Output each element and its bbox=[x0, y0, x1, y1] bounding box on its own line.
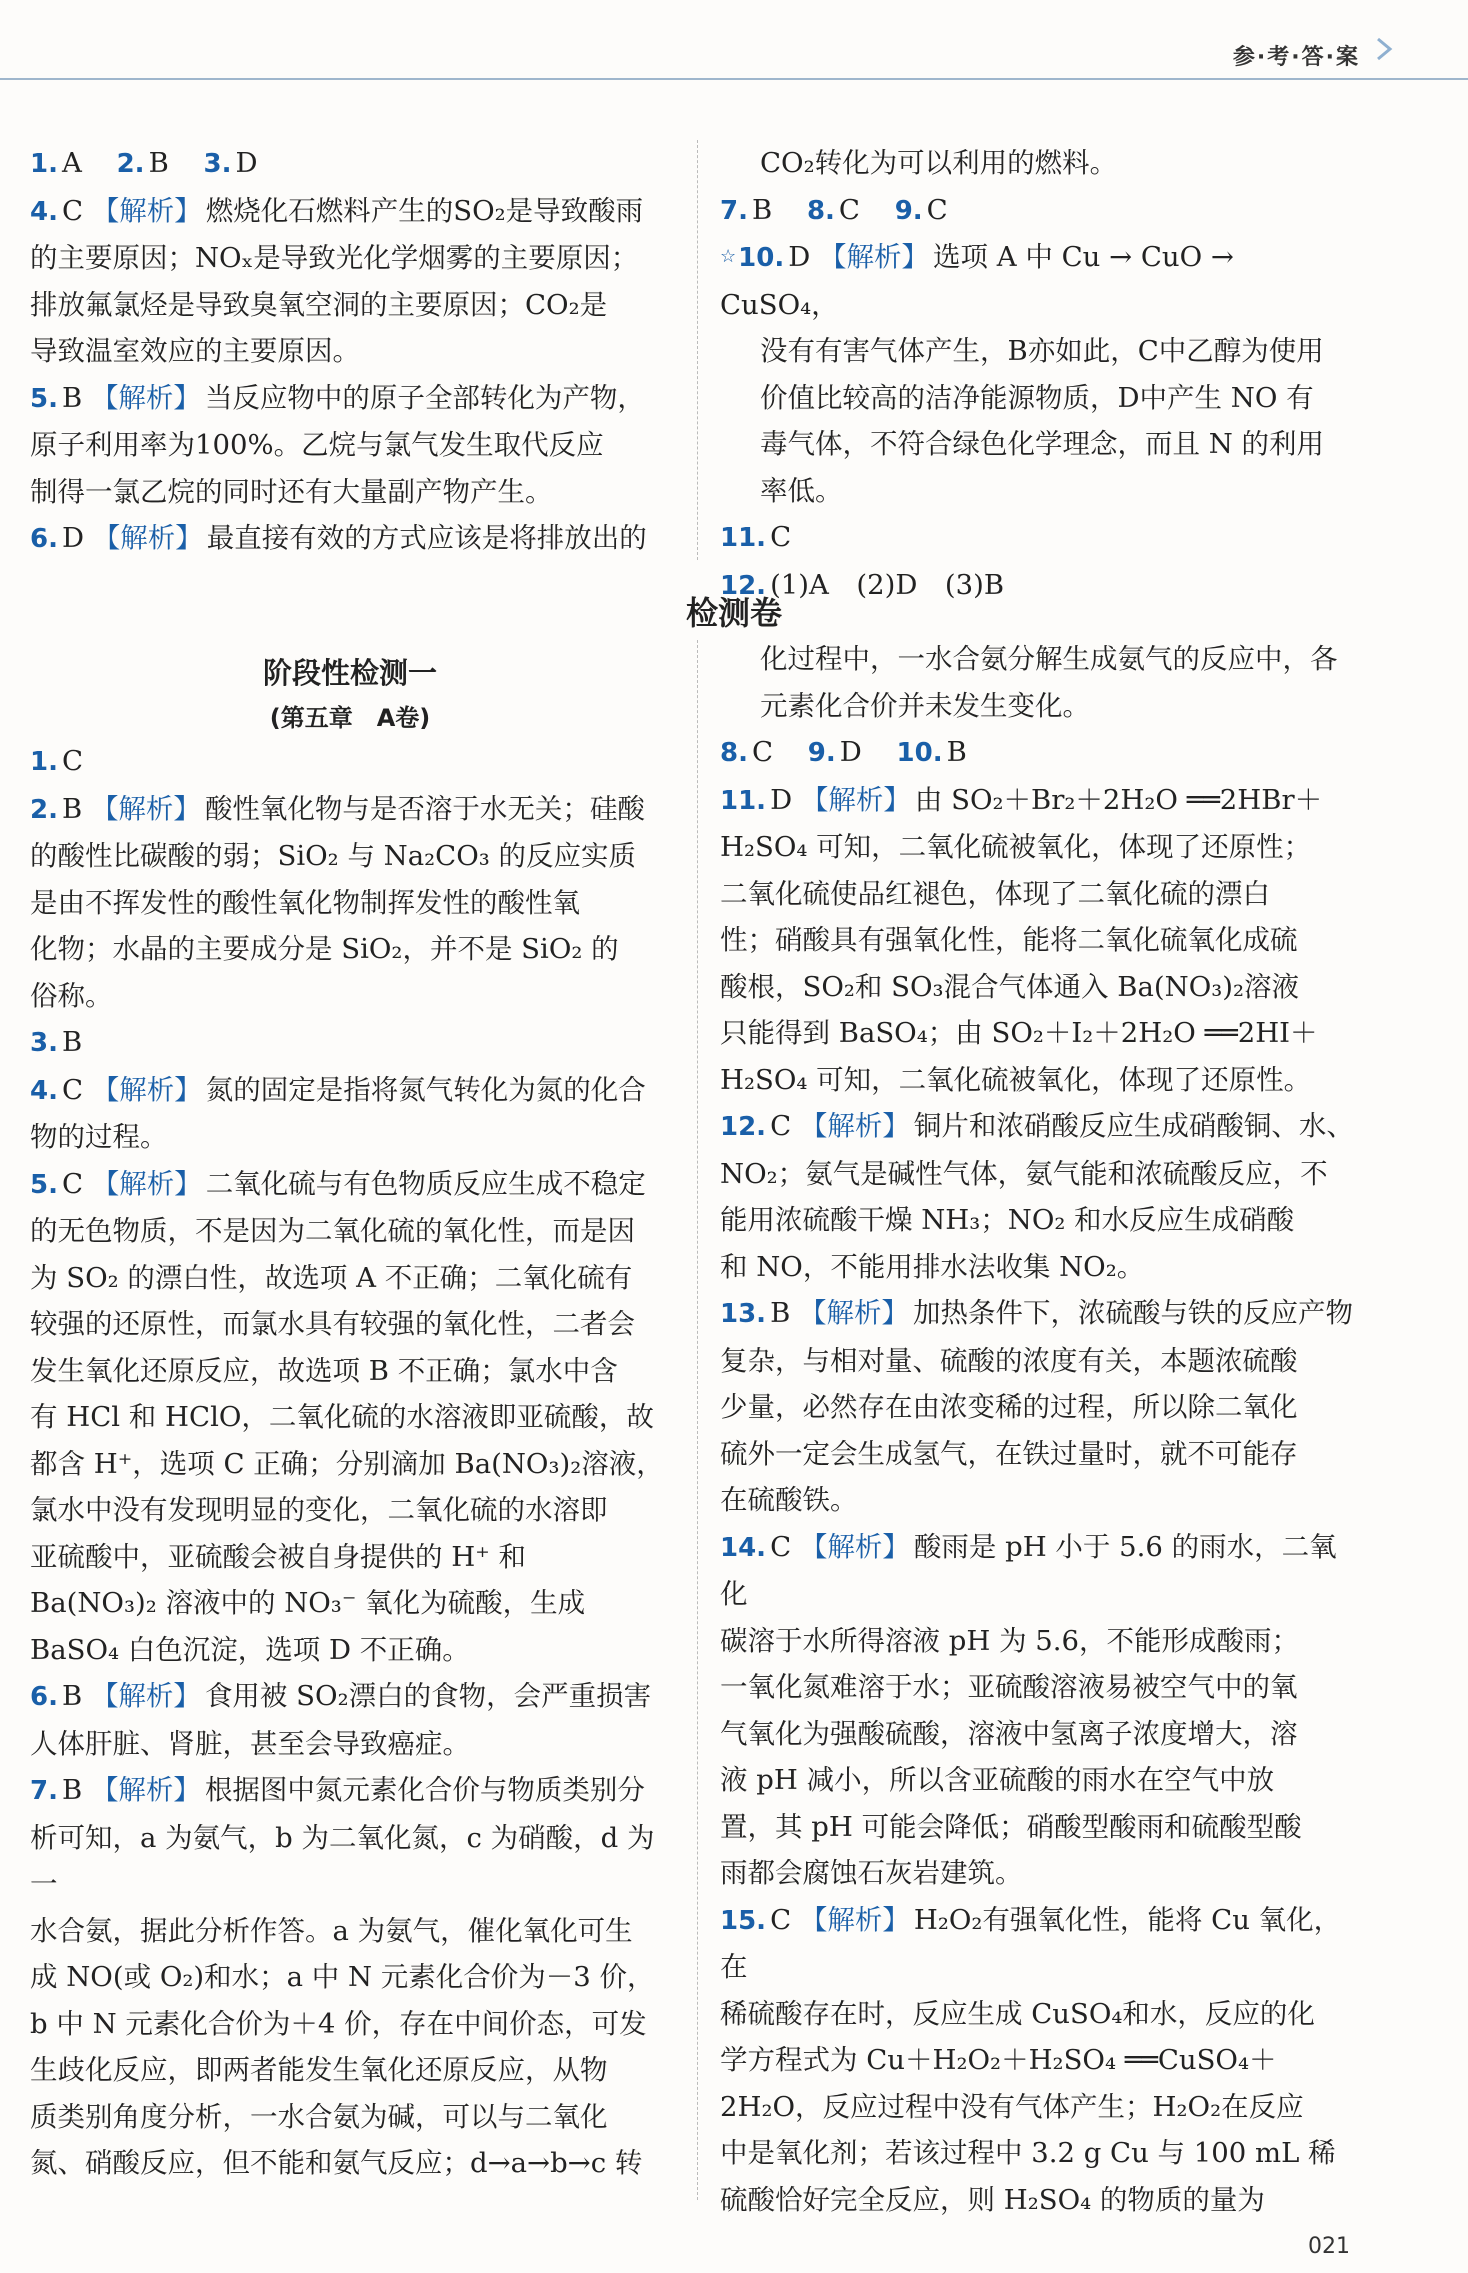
answer: D bbox=[235, 147, 258, 179]
text-line: 物的过程。 bbox=[30, 1121, 168, 1153]
answer: B bbox=[61, 1680, 83, 1712]
question-number: 9. bbox=[807, 738, 836, 768]
text-line: 析可知，a 为氨气，b 为二氧化氮，c 为硝酸，d 为一 bbox=[30, 1821, 655, 1900]
analysis-tag: 【解析】 bbox=[799, 1903, 910, 1936]
question-number: 15. bbox=[720, 1905, 767, 1936]
column-divider-bottom bbox=[697, 640, 698, 2200]
question-5b bbox=[30, 1161, 670, 1674]
analysis-tag: 【解析】 bbox=[90, 1680, 201, 1712]
text-line: H₂SO₄ 可知，二氧化硫被氧化，体现了还原性； bbox=[720, 831, 1312, 863]
text-line: 水合氨，据此分析作答。a 为氨气，催化氧化可生 bbox=[30, 1914, 633, 1947]
text-line: 的无色物质，不是因为二氧化硫的氧化性，而是因 bbox=[30, 1215, 635, 1247]
question-number: 2. bbox=[116, 149, 145, 179]
answer: C bbox=[61, 745, 84, 777]
answer: B bbox=[61, 381, 83, 414]
text-line: 置，其 pH 可能会降低；硝酸型酸雨和硫酸型酸 bbox=[720, 1810, 1302, 1843]
answer: D bbox=[788, 241, 811, 273]
question-4b bbox=[30, 1067, 670, 1161]
text-line: 化过程中，一水合氨分解生成氨气的反应中，各 bbox=[760, 643, 1338, 675]
text-line: 元素化合价并未发生变化。 bbox=[760, 689, 1090, 722]
text-line: BaSO₄ 白色沉淀，选项 D 不正确。 bbox=[30, 1633, 470, 1666]
text-line: 学方程式为 Cu＋H₂O₂＋H₂SO₄ ══CuSO₄＋ bbox=[720, 2044, 1277, 2076]
question-number: 5. bbox=[30, 1169, 58, 1200]
text-line: 化物；水晶的主要成分是 SiO₂，并不是 SiO₂ 的 bbox=[30, 933, 619, 965]
question-number: 1. bbox=[30, 747, 58, 777]
question-5 bbox=[30, 375, 670, 516]
answer-row-7-9 bbox=[720, 187, 1360, 235]
answer: C bbox=[61, 1167, 84, 1200]
text-line: 都含 H⁺，选项 C 正确；分别滴加 Ba(NO₃)₂溶液， bbox=[30, 1447, 664, 1480]
chevron-right-icon bbox=[1372, 36, 1398, 62]
text-line: 由 SO₂＋Br₂＋2H₂O ══2HBr＋ bbox=[914, 783, 1323, 816]
answer: (1)A (2)D (3)B bbox=[770, 568, 1005, 601]
question-number: 7. bbox=[30, 1776, 58, 1806]
analysis-tag: 【解析】 bbox=[799, 1110, 910, 1142]
answer: C bbox=[926, 193, 948, 226]
text-line: 硫酸恰好完全反应，则 H₂SO₄ 的物质的量为 bbox=[720, 2183, 1265, 2216]
analysis-tag: 【解析】 bbox=[90, 792, 201, 825]
analysis-tag: 【解析】 bbox=[92, 522, 203, 554]
text-line: 复杂，与相对量、硫酸的浓度有关，本题浓硫酸 bbox=[720, 1344, 1298, 1377]
answer: B bbox=[61, 1774, 83, 1806]
text-line: 液 pH 减小，所以含亚硫酸的雨水在空气中放 bbox=[720, 1764, 1275, 1796]
answer: B bbox=[61, 792, 83, 825]
text-line: 氮的固定是指将氮气转化为氮的化合 bbox=[205, 1073, 646, 1106]
top-left-column bbox=[30, 140, 670, 563]
text-line: 中是氧化剂；若该过程中 3.2 g Cu 与 100 mL 稀 bbox=[720, 2137, 1336, 2169]
answer: C bbox=[61, 1073, 84, 1106]
answer-row-8-10 bbox=[720, 729, 1360, 777]
question-10 bbox=[720, 234, 1360, 514]
text-line: H₂O₂有强氧化性，能将 Cu 氧化，在 bbox=[720, 1903, 1342, 1983]
question-number: 4. bbox=[30, 196, 58, 227]
question-6b bbox=[30, 1673, 670, 1767]
text-line: 的主要原因；NOₓ是导致光化学烟雾的主要原因； bbox=[30, 242, 639, 274]
section-title: 检测卷 bbox=[685, 594, 782, 632]
text-line: 选项 A 中 Cu → CuO → CuSO₄， bbox=[720, 241, 1234, 321]
text-line: 燃烧化石燃料产生的SO₂是导致酸雨 bbox=[205, 194, 644, 227]
answer: B bbox=[148, 147, 169, 179]
text-line: CO₂转化为可以利用的燃料。 bbox=[760, 147, 1118, 179]
text-line: 酸性氧化物与是否溶于水无关；硅酸 bbox=[204, 792, 645, 825]
question-11-top bbox=[720, 514, 1360, 562]
text-line: 食用被 SO₂漂白的食物，会严重损害 bbox=[204, 1680, 652, 1712]
text-line: 根据图中氮元素化合价与物质类别分 bbox=[204, 1774, 645, 1806]
question-number: 8. bbox=[806, 195, 835, 226]
question-number: 7. bbox=[720, 195, 748, 226]
question-number: 6. bbox=[30, 1682, 58, 1712]
answer: D bbox=[839, 736, 862, 768]
question-1 bbox=[30, 738, 670, 786]
text-line: 加热条件下，浓硫酸与铁的反应产物 bbox=[913, 1297, 1354, 1329]
question-number: 12. bbox=[720, 570, 767, 601]
answer: C bbox=[751, 736, 774, 768]
analysis-tag: 【解析】 bbox=[799, 1530, 910, 1563]
text-line: 酸根，SO₂和 SO₃混合气体通入 Ba(NO₃)₂溶液 bbox=[720, 970, 1300, 1003]
question-number: 13. bbox=[720, 1299, 767, 1329]
top-right-column bbox=[720, 140, 1360, 609]
text-line: 成 NO(或 O₂)和水；a 中 N 元素化合价为－3 价， bbox=[30, 1961, 655, 1993]
header-rule bbox=[0, 78, 1468, 80]
question-2 bbox=[30, 786, 670, 1020]
text-line: NO₂；氨气是碱性气体，氨气能和浓硫酸反应，不 bbox=[720, 1157, 1328, 1190]
text-line: Ba(NO₃)₂ 溶液中的 NO₃⁻ 氧化为硫酸，生成 bbox=[30, 1587, 586, 1619]
text-line: b 中 N 元素化合价为＋4 价，存在中间价态，可发 bbox=[30, 2007, 647, 2040]
text-line: 少量，必然存在由浓变稀的过程，所以除二氧化 bbox=[720, 1391, 1298, 1423]
text-line: 原子利用率为100%。乙烷与氯气发生取代反应 bbox=[30, 429, 604, 461]
question-number: 8. bbox=[720, 738, 748, 768]
analysis-tag: 【解析】 bbox=[91, 1167, 202, 1200]
sub-sub-title: (第五章 A卷) bbox=[269, 704, 431, 732]
question-number: 9. bbox=[894, 195, 923, 226]
bottom-right-column bbox=[720, 636, 1360, 2223]
text-line: 铜片和浓硝酸反应生成硝酸铜、水、 bbox=[913, 1110, 1354, 1142]
question-6 bbox=[30, 515, 670, 563]
text-line: 能用浓硫酸干燥 NH₃；NO₂ 和水反应生成硝酸 bbox=[720, 1204, 1295, 1236]
answer: B bbox=[770, 1297, 791, 1329]
text-line: 氯水中没有发现明显的变化，二氧化硫的水溶即 bbox=[30, 1494, 608, 1526]
answer: C bbox=[770, 1903, 792, 1936]
question-7b bbox=[30, 1767, 670, 2187]
text-line: 稀硫酸存在时，反应生成 CuSO₄和水，反应的化 bbox=[720, 1997, 1315, 2030]
text-line: 和 NO，不能用排水法收集 NO₂。 bbox=[720, 1250, 1145, 1283]
text-line: 酸雨是 pH 小于 5.6 的雨水，二氧化 bbox=[720, 1530, 1337, 1610]
analysis-tag: 【解析】 bbox=[819, 241, 930, 273]
text-line: 二氧化硫与有色物质反应生成不稳定 bbox=[205, 1167, 646, 1200]
text-line: 碳溶于水所得溶液 pH 为 5.6，不能形成酸雨； bbox=[720, 1624, 1300, 1657]
text-line: 没有有害气体产生，B亦如此，C中乙醇为使用 bbox=[760, 335, 1324, 367]
page-header bbox=[0, 0, 1468, 80]
question-number: 10. bbox=[896, 738, 943, 768]
text-line: H₂SO₄ 可知，二氧化硫被氧化，体现了还原性。 bbox=[720, 1063, 1312, 1096]
text-line: 最直接有效的方式应该是将排放出的 bbox=[206, 522, 647, 554]
answer-row-1-3 bbox=[30, 140, 670, 188]
text-line: 人体肝脏、肾脏，甚至会导致癌症。 bbox=[30, 1727, 470, 1760]
answer: C bbox=[838, 193, 860, 226]
analysis-tag: 【解析】 bbox=[90, 1774, 201, 1806]
question-number: 3. bbox=[203, 149, 232, 179]
bottom-left-column bbox=[30, 648, 670, 2187]
question-number: 1. bbox=[30, 149, 58, 179]
text-line: 质类别角度分析，一水合氨为碱，可以与二氧化 bbox=[30, 2100, 608, 2133]
text-line: 较强的还原性，而氯水具有较强的氧化性，二者会 bbox=[30, 1308, 635, 1340]
question-number: 5. bbox=[30, 383, 58, 414]
text-line: 雨都会腐蚀石灰岩建筑。 bbox=[720, 1857, 1023, 1889]
analysis-tag: 【解析】 bbox=[90, 381, 201, 414]
answer: C bbox=[770, 1110, 792, 1142]
text-line: 的酸性比碳酸的弱；SiO₂ 与 Na₂CO₃ 的反应实质 bbox=[30, 840, 637, 872]
analysis-tag: 【解析】 bbox=[800, 783, 911, 816]
question-11b bbox=[720, 777, 1360, 1104]
answer: C bbox=[61, 194, 84, 227]
text-line: 生歧化反应，即两者能发生氧化还原反应，从物 bbox=[30, 2054, 608, 2086]
question-13b bbox=[720, 1290, 1360, 1524]
answer: D bbox=[770, 783, 793, 816]
text-line: 二氧化硫使品红褪色，体现了二氧化硫的漂白 bbox=[720, 877, 1270, 910]
question-number: 4. bbox=[30, 1075, 58, 1106]
text-line: 率低。 bbox=[760, 474, 843, 507]
answer: D bbox=[61, 522, 85, 554]
text-line: 是由不挥发性的酸性氧化物制挥发性的酸性氧 bbox=[30, 886, 580, 919]
text-line: 一氧化氮难溶于水；亚硫酸溶液易被空气中的氧 bbox=[720, 1671, 1298, 1703]
text-line: 有 HCl 和 HClO，二氧化硫的水溶液即亚硫酸，故 bbox=[30, 1401, 654, 1433]
text-line: 毒气体，不符合绿色化学理念，而且 N 的利用 bbox=[760, 428, 1325, 460]
question-number: 12. bbox=[720, 1112, 767, 1142]
header-label: 参·考·答·案 bbox=[1232, 45, 1360, 70]
answer: C bbox=[770, 521, 792, 553]
question-3 bbox=[30, 1019, 670, 1067]
text-line: 价值比较高的洁净能源物质，D中产生 NO 有 bbox=[760, 381, 1314, 414]
text-line: 发生氧化还原反应，故选项 B 不正确；氯水中含 bbox=[30, 1354, 618, 1387]
analysis-tag: 【解析】 bbox=[91, 194, 202, 227]
question-number: 14. bbox=[720, 1532, 767, 1563]
question-14b bbox=[720, 1524, 1360, 1897]
question-number: 3. bbox=[30, 1028, 58, 1058]
text-line: 在硫酸铁。 bbox=[720, 1484, 858, 1516]
question-number: 6. bbox=[30, 524, 58, 554]
text-line: 俗称。 bbox=[30, 979, 113, 1012]
analysis-tag: 【解析】 bbox=[799, 1297, 910, 1329]
text-line: 硫外一定会生成氢气，在铁过量时，就不可能存 bbox=[720, 1437, 1298, 1470]
question-number: 10. bbox=[738, 243, 785, 273]
sub-title: 阶段性检测一 bbox=[262, 656, 437, 690]
star-icon: ☆ bbox=[720, 246, 737, 267]
answer: B bbox=[946, 736, 967, 768]
text-line: 制得一氯乙烷的同时还有大量副产物产生。 bbox=[30, 475, 553, 508]
question-4 bbox=[30, 188, 670, 375]
text-line: 2H₂O，反应过程中没有气体产生；H₂O₂在反应 bbox=[720, 2090, 1304, 2123]
answer: B bbox=[751, 193, 773, 226]
column-divider-top bbox=[697, 140, 698, 560]
text-line: 当反应物中的原子全部转化为产物， bbox=[204, 381, 645, 414]
text-line: 排放氟氯烃是导致臭氧空洞的主要原因；CO₂是 bbox=[30, 288, 608, 321]
answer: C bbox=[770, 1530, 792, 1563]
text-line: 亚硫酸中，亚硫酸会被自身提供的 H⁺ 和 bbox=[30, 1540, 526, 1573]
question-number: 2. bbox=[30, 794, 58, 825]
text-line: 性；硝酸具有强氧化性，能将二氧化硫氧化成硫 bbox=[720, 924, 1298, 956]
question-number: 11. bbox=[720, 523, 767, 553]
question-15b bbox=[720, 1897, 1360, 2224]
text-line: 为 SO₂ 的漂白性，故选项 A 不正确；二氧化硫有 bbox=[30, 1261, 633, 1294]
question-number: 11. bbox=[720, 785, 767, 816]
text-line: 氮、硝酸反应，但不能和氨气反应；d→a→b→c 转 bbox=[30, 2147, 643, 2179]
answer: B bbox=[61, 1026, 83, 1058]
page-number: 021 bbox=[1308, 2234, 1350, 2259]
text-line: 导致温室效应的主要原因。 bbox=[30, 335, 360, 367]
text-line: 气氧化为强酸硫酸，溶液中氢离子浓度增大，溶 bbox=[720, 1717, 1298, 1750]
answer: A bbox=[61, 147, 82, 179]
text-line: 只能得到 BaSO₄；由 SO₂＋I₂＋2H₂O ══2HI＋ bbox=[720, 1017, 1318, 1049]
analysis-tag: 【解析】 bbox=[91, 1073, 202, 1106]
question-12b bbox=[720, 1103, 1360, 1290]
